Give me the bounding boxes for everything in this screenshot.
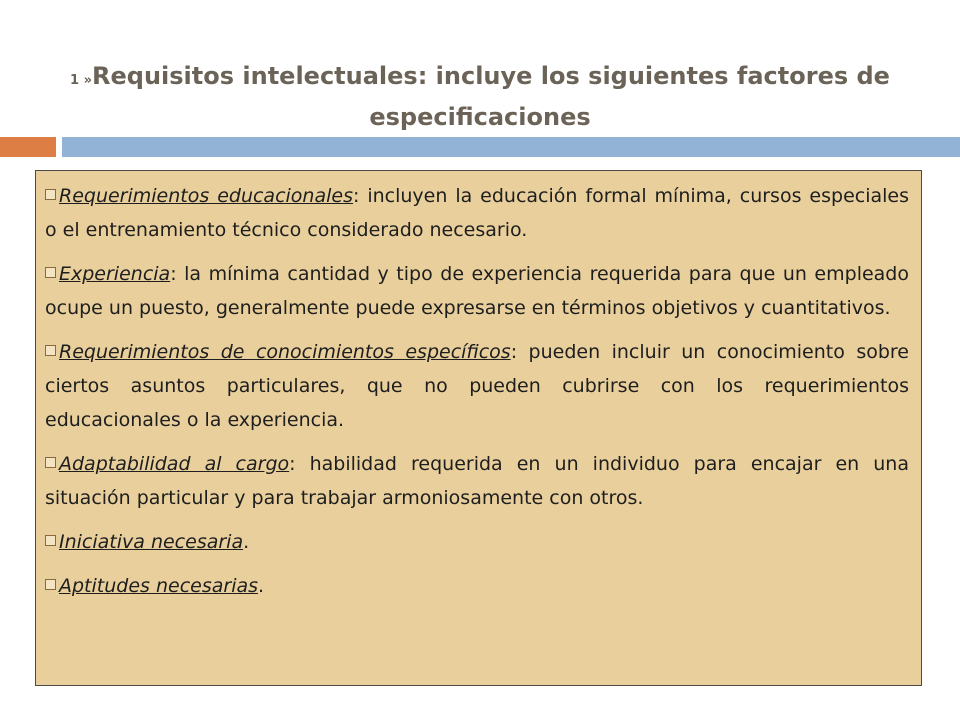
item-separator: . [258,575,265,597]
item-term: Adaptabilidad al cargo [59,453,290,475]
slide-title [0,58,960,135]
list-item-experiencia [45,257,909,325]
item-term: Experiencia [59,263,171,285]
title-prefix: 1 » [70,73,93,88]
item-separator: : [352,185,360,207]
square-bullet-icon [45,189,56,200]
item-term: Requerimientos educacionales [59,185,353,207]
item-text: la mínima cantidad y tipo de experiencia requerida para que un empleado ocupe un puesto, generalmente puede expresarse en términos objetivos y cuantitativos. [45,263,909,319]
square-bullet-icon [45,267,56,278]
item-text: pueden incluir un conocimiento sobre ciertos asuntos particulares, que no pueden cubrirse con los requerimientos educacionales o la experiencia. [45,341,909,431]
title-line-2: especificaciones [369,103,591,131]
square-bullet-icon [45,345,56,356]
square-bullet-icon [45,457,56,468]
list-item-conocimientos [45,335,909,437]
square-bullet-icon [45,579,56,590]
list-item-aptitudes [45,569,909,603]
square-bullet-icon [45,535,56,546]
item-text: incluyen la educación formal mínima, cursos especiales o el entrenamiento técnico considerado necesario. [45,185,909,241]
item-text: habilidad requerida en un individuo para encajar en una situación particular y para trabajar armoniosamente con otros. [45,453,909,509]
accent-bar-orange [0,137,56,157]
title-line-1: Requisitos intelectuales: incluye los siguientes factores de [92,62,890,90]
item-separator: . [243,531,250,553]
content-box [35,170,922,686]
list-item-adaptabilidad [45,447,909,515]
list-item-educacionales [45,179,909,247]
item-separator: : [289,453,296,475]
item-separator: : [510,341,518,363]
item-separator: : [170,263,177,285]
list-item-iniciativa [45,525,909,559]
item-term: Aptitudes necesarias [59,575,259,597]
item-term: Requerimientos de conocimientos específicos [59,341,511,363]
accent-bar-blue [62,137,960,157]
item-term: Iniciativa necesaria [59,531,244,553]
